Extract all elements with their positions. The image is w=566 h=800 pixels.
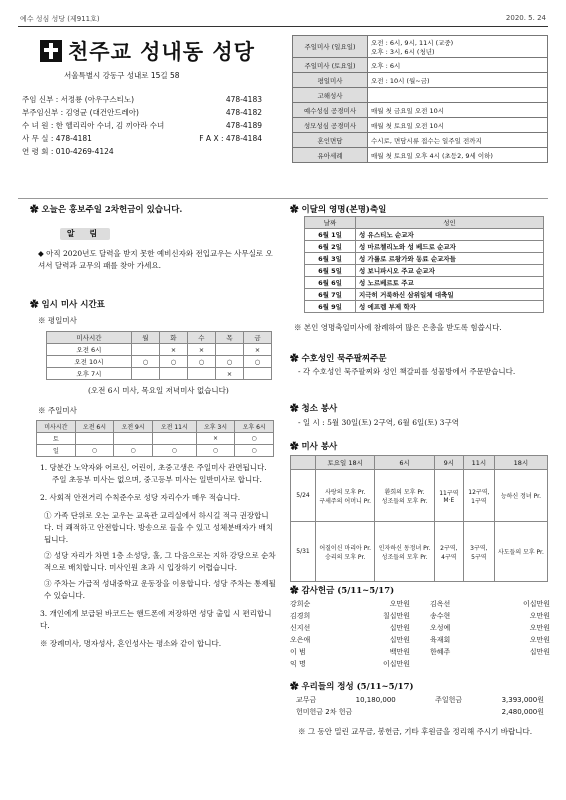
table-cell (114, 433, 153, 445)
notice-text: ◆ 아직 2020년도 달력을 받지 못한 예비신자와 전입교우는 사무실로 오셔서 달력과 교무의 패를 찾아 가세요. (38, 249, 273, 270)
table-cell (159, 368, 187, 380)
table-header: 날짜 (305, 217, 356, 229)
table-cell: ○ (152, 445, 196, 457)
table-cell: ○ (131, 356, 159, 368)
table-cell: 11구역 M·E (434, 470, 463, 522)
donor-amount: 십만원 (529, 648, 550, 656)
schedule-key: 성모성심 공경미사 (293, 118, 368, 133)
table-cell: 12구역, 1구역 (463, 470, 494, 522)
schedule-value (368, 88, 548, 103)
donor-name: 강희순 (290, 600, 311, 608)
table-cell: ○ (235, 433, 274, 445)
list-item (296, 694, 544, 706)
schedule-key: 혼인면담 (293, 133, 368, 148)
church-cross-icon (40, 40, 62, 62)
mass-service-table (290, 455, 548, 582)
table-header: 오후 6시 (235, 421, 274, 433)
staff-row (22, 119, 262, 132)
table-cell (152, 433, 196, 445)
patron-heading: ✿ 수호성인 묵주팔찌주문 (290, 352, 387, 364)
donor-amount: 오만원 (529, 636, 550, 644)
table-row (47, 344, 272, 356)
section-divider (18, 198, 548, 199)
devotion-heading: ✿ 우리들의 정성 (5/11~5/17) (290, 680, 414, 692)
table-header: 목 (215, 332, 243, 344)
schedule-key: 고해성사 (293, 88, 368, 103)
staff-label: 연 령 회 : 010-4269-4124 (22, 147, 114, 156)
anniversary-heading: ✿ 이달의 영명(본명)축일 (290, 203, 386, 215)
devotion-amount: 2,480,000원 (501, 708, 544, 716)
table-header: 화 (159, 332, 187, 344)
table-cell: 6월 9일 (305, 301, 356, 313)
devotion-list (296, 694, 544, 718)
table-header: 미사시간 (37, 421, 76, 433)
table-cell: 사도들의 모후 Pr. (494, 522, 547, 582)
list-item (290, 646, 550, 658)
donor-amount: 이십만원 (382, 660, 410, 668)
list-item (296, 706, 544, 718)
table-header: 오전 11시 (152, 421, 196, 433)
table-row (305, 241, 544, 253)
notice-label: 알 림 (60, 228, 110, 240)
donor-name: 신지선 (290, 624, 311, 632)
schedule-value: 오전 : 10시 (월~금) (368, 73, 548, 88)
issue-date: 2020. 5. 24 (505, 14, 546, 22)
cleaning-heading: ✿ 청소 봉사 (290, 402, 337, 414)
table-cell: 사랑의 모후 Pr. 구세주의 어머니 Pr. (316, 470, 375, 522)
table-row (305, 253, 544, 265)
schedule-key: 주일미사 (일요일) (293, 36, 368, 58)
parish-title: 천주교 성내동 성당 (68, 39, 255, 64)
table-row (47, 356, 272, 368)
devotion-label: 주일헌금 (435, 696, 463, 704)
donor-name: 오은애 (290, 636, 311, 644)
list-item (290, 610, 550, 622)
table-header (291, 456, 316, 470)
parish-address: 서울특별시 강동구 성내로 15길 58 (64, 71, 180, 80)
mass-schedule-table (292, 35, 548, 163)
table-row (305, 229, 544, 241)
table-cell (243, 368, 271, 380)
table-cell: × (243, 344, 271, 356)
cleaning-text: - 일 시 : 5월 30일(토) 2구역, 6월 6일(토) 3구역 (298, 418, 459, 427)
table-row (291, 470, 548, 522)
table-row (37, 445, 274, 457)
table-cell: 6월 6일 (305, 277, 356, 289)
table-cell: 어질이신 마리아 Pr. 승리의 모후 Pr. (316, 522, 375, 582)
list-item (290, 634, 550, 646)
header-divider (18, 26, 548, 27)
table-row (305, 289, 544, 301)
donor-amount: 십만원 (389, 636, 410, 644)
donor-amount: 십만원 (389, 624, 410, 632)
donor-name: 송수현 (430, 612, 451, 620)
list-item: ① 가족 단위로 오는 교우는 교육관 교리실에서 하시길 적극 권장합니다. 더 쾌적하고 안전합니다. 방송으로 들을 수 있고 성체분배자가 배치됩니다. (44, 511, 274, 544)
staff-value: 478-4189 (225, 121, 262, 130)
table-cell: 오후 7시 (47, 368, 132, 380)
schedule-key: 예수성심 공경미사 (293, 103, 368, 118)
table-cell: 오전 6시 (47, 344, 132, 356)
table-header: 9시 (434, 456, 463, 470)
table-cell: 2구역, 4구역 (434, 522, 463, 582)
table-row (305, 301, 544, 313)
table-cell (131, 368, 159, 380)
table-cell: ○ (196, 445, 235, 457)
devotion-label: 교무금 (296, 696, 317, 704)
table-cell (131, 344, 159, 356)
table-header: 성인 (356, 217, 544, 229)
table-cell: ○ (187, 356, 215, 368)
notice-list (40, 462, 278, 650)
table-cell: ○ (235, 445, 274, 457)
schedule-key: 주일미사 (토요일) (293, 58, 368, 73)
table-cell: × (196, 433, 235, 445)
table-cell: 일 (37, 445, 76, 457)
table-header: 오전 9시 (114, 421, 153, 433)
donor-amount: 오만원 (529, 624, 550, 632)
table-header: 토요일 18시 (316, 456, 375, 470)
donor-name: 오성예 (430, 624, 451, 632)
list-item (290, 622, 550, 634)
list-item: 주일 초등부 미사는 없으며, 중고등부 미사는 일반미사로 합니다. (52, 475, 262, 484)
devotion-note: ※ 그 동안 밀린 교무금, 봉헌금, 기타 후원금을 정리해 주시기 바랍니다. (298, 727, 533, 736)
anniversary-note: ※ 본인 영명축일미사에 참례하여 많은 은총을 받도록 힘씁시다. (294, 323, 502, 332)
table-cell: 5/24 (291, 470, 316, 522)
schedule-value: 매월 첫 금요일 오전 10시 (368, 103, 548, 118)
issue-label: 예수 성심 성당 (제911호) (20, 15, 100, 23)
list-item: 2. 사회적 안전거리 수칙준수로 성당 자리수가 매우 적습니다. (40, 493, 241, 502)
table-cell: ○ (243, 356, 271, 368)
table-header: 금 (243, 332, 271, 344)
schedule-key: 유아세례 (293, 148, 368, 163)
donor-amount: 오만원 (389, 600, 410, 608)
table-cell: 6월 5일 (305, 265, 356, 277)
table-row (305, 277, 544, 289)
donor-name: 익 명 (290, 660, 306, 668)
table-cell: 5/31 (291, 522, 316, 582)
table-cell: 6월 2일 (305, 241, 356, 253)
table-row (305, 265, 544, 277)
table-row (291, 522, 548, 582)
table-cell: 6월 1일 (305, 229, 356, 241)
table-cell: 성 노르베르토 주교 (356, 277, 544, 289)
staff-label: 사 무 실 : 478-4181 (22, 134, 92, 143)
staff-row (22, 93, 262, 106)
devotion-amount: 10,180,000 (355, 696, 396, 704)
list-item (290, 658, 550, 670)
table-cell: 성 가롤로 르왕가와 동료 순교자들 (356, 253, 544, 265)
table-cell: 3구역, 5구역 (463, 522, 494, 582)
staff-label: 주임 신부 : 서정룡 (아우구스티노) (22, 95, 135, 104)
table-header: 6시 (375, 456, 434, 470)
weekday-note: (오전 6시 미사, 목요일 저녁미사 없습니다) (88, 386, 229, 395)
table-header: 11시 (463, 456, 494, 470)
table-cell: 성 마르첼리노와 성 베드로 순교자 (356, 241, 544, 253)
table-cell: 인자하신 동정녀 Pr. 성조들의 모후 Pr. (375, 522, 434, 582)
sunday-mass-table (36, 420, 274, 457)
devotion-label: 헌미헌금 2차 헌금 (296, 708, 353, 716)
staff-list (22, 93, 262, 158)
notice-body: 아직 2020년도 달력을 받지 못한 예비신자와 전입교우는 사무실로 오셔서 달력과 교무의 패를 찾아 가세요. (38, 249, 273, 270)
promo-heading: ✿ 오늘은 홍보주일 2차헌금이 있습니다. (30, 203, 182, 215)
staff-row (22, 132, 262, 145)
staff-value: 478-4183 (225, 95, 262, 104)
staff-row (22, 106, 262, 119)
table-cell: 성 에프렘 부제 학자 (356, 301, 544, 313)
donor-name: 한혜주 (430, 648, 451, 656)
table-cell: 능하신 정녀 Pr. (494, 470, 547, 522)
table-row (37, 433, 274, 445)
schedule-value: 매월 첫 토요일 오후 4시 (초등2, 9세 이하) (368, 148, 548, 163)
donor-name: 김옥선 (430, 600, 451, 608)
schedule-value: 오후 : 6시 (368, 58, 548, 73)
staff-label: 부주임신부 : 김영균 (대건안드레아) (22, 108, 139, 117)
table-cell: 6월 3일 (305, 253, 356, 265)
table-cell: ○ (114, 445, 153, 457)
weekday-mass-table (46, 331, 272, 380)
anniversary-table (304, 216, 544, 313)
table-header: 수 (187, 332, 215, 344)
table-cell: × (159, 344, 187, 356)
table-header: 월 (131, 332, 159, 344)
donor-name: 김경희 (290, 612, 311, 620)
list-item: 1. 당분간 노약자와 어르신, 어린이, 초중고생은 주일미사 관면됩니다. (40, 463, 267, 472)
table-cell (215, 344, 243, 356)
temp-mass-heading: ✿ 임시 미사 시간표 (30, 298, 105, 310)
patron-text: - 각 수호성인 묵주팔찌와 성인 책갈피를 성물방에서 주문받습니다. (298, 367, 516, 376)
weekday-title: ※ 평일미사 (38, 316, 77, 325)
list-item: ③ 주차는 가급적 성내중학교 운동장을 이용합니다. 성당 주차는 통제될 수 있습니다. (44, 579, 276, 600)
table-cell: 성 보니파시오 주교 순교자 (356, 265, 544, 277)
donor-name: 이 범 (290, 648, 306, 656)
table-cell (187, 368, 215, 380)
list-item: 3. 개인에게 보급된 바코드는 핸드폰에 저장하면 성당 출입 시 편리합니다. (40, 609, 272, 630)
staff-label: 수 녀 원 : 한 헬리리아 수녀, 김 끼아라 수녀 (22, 121, 165, 130)
table-cell: × (215, 368, 243, 380)
mass-service-heading: ✿ 미사 봉사 (290, 440, 337, 452)
schedule-value: 수시로, 면담시류 접수는 일주일 전까지 (368, 133, 548, 148)
list-item (290, 598, 550, 610)
table-cell: ○ (159, 356, 187, 368)
table-header: 오후 3시 (196, 421, 235, 433)
table-cell: ○ (75, 445, 114, 457)
donor-name: 육재회 (430, 636, 451, 644)
table-cell: 환희의 모후 Pr. 성조들의 모후 Pr. (375, 470, 434, 522)
table-cell: × (187, 344, 215, 356)
table-cell: ○ (215, 356, 243, 368)
donor-amount: 이십만원 (522, 600, 550, 608)
donor-amount: 칠십만원 (382, 612, 410, 620)
staff-value: 478-4182 (225, 108, 262, 117)
table-cell: 오전 10시 (47, 356, 132, 368)
table-header: 오전 6시 (75, 421, 114, 433)
list-item: ② 성당 자리가 차면 1층 소성당, 홀, 그 다음으로는 지하 강당으로 순차적으로 배치합니다. 미사인원 초과 시 입장하기 어렵습니다. (44, 551, 276, 572)
devotion-amount: 3,393,000원 (501, 696, 544, 704)
sunday-title: ※ 주일미사 (38, 406, 77, 415)
thanks-offering-list (290, 598, 550, 670)
table-cell: 성 유스티노 순교자 (356, 229, 544, 241)
donor-amount: 오만원 (529, 612, 550, 620)
table-cell: 6월 7일 (305, 289, 356, 301)
table-row (47, 368, 272, 380)
table-cell (75, 433, 114, 445)
donor-amount: 백만원 (389, 648, 410, 656)
staff-value: F A X : 478-4184 (199, 134, 262, 143)
thanks-offering-heading: ✿ 감사헌금 (5/11~5/17) (290, 584, 394, 596)
table-header: 18시 (494, 456, 547, 470)
table-cell: 토 (37, 433, 76, 445)
table-header: 미사시간 (47, 332, 132, 344)
list-item: ※ 장례미사, 명자성사, 혼인성사는 평소와 같이 합니다. (40, 639, 222, 648)
schedule-value: 오전 : 6시, 9시, 11시 (교중) 오후 : 3시, 6시 (청년) (368, 36, 548, 58)
schedule-value: 매월 첫 토요일 오전 10시 (368, 118, 548, 133)
schedule-key: 평일미사 (293, 73, 368, 88)
staff-row (22, 145, 262, 158)
table-cell: 지극히 거룩하신 삼위일체 대축일 (356, 289, 544, 301)
